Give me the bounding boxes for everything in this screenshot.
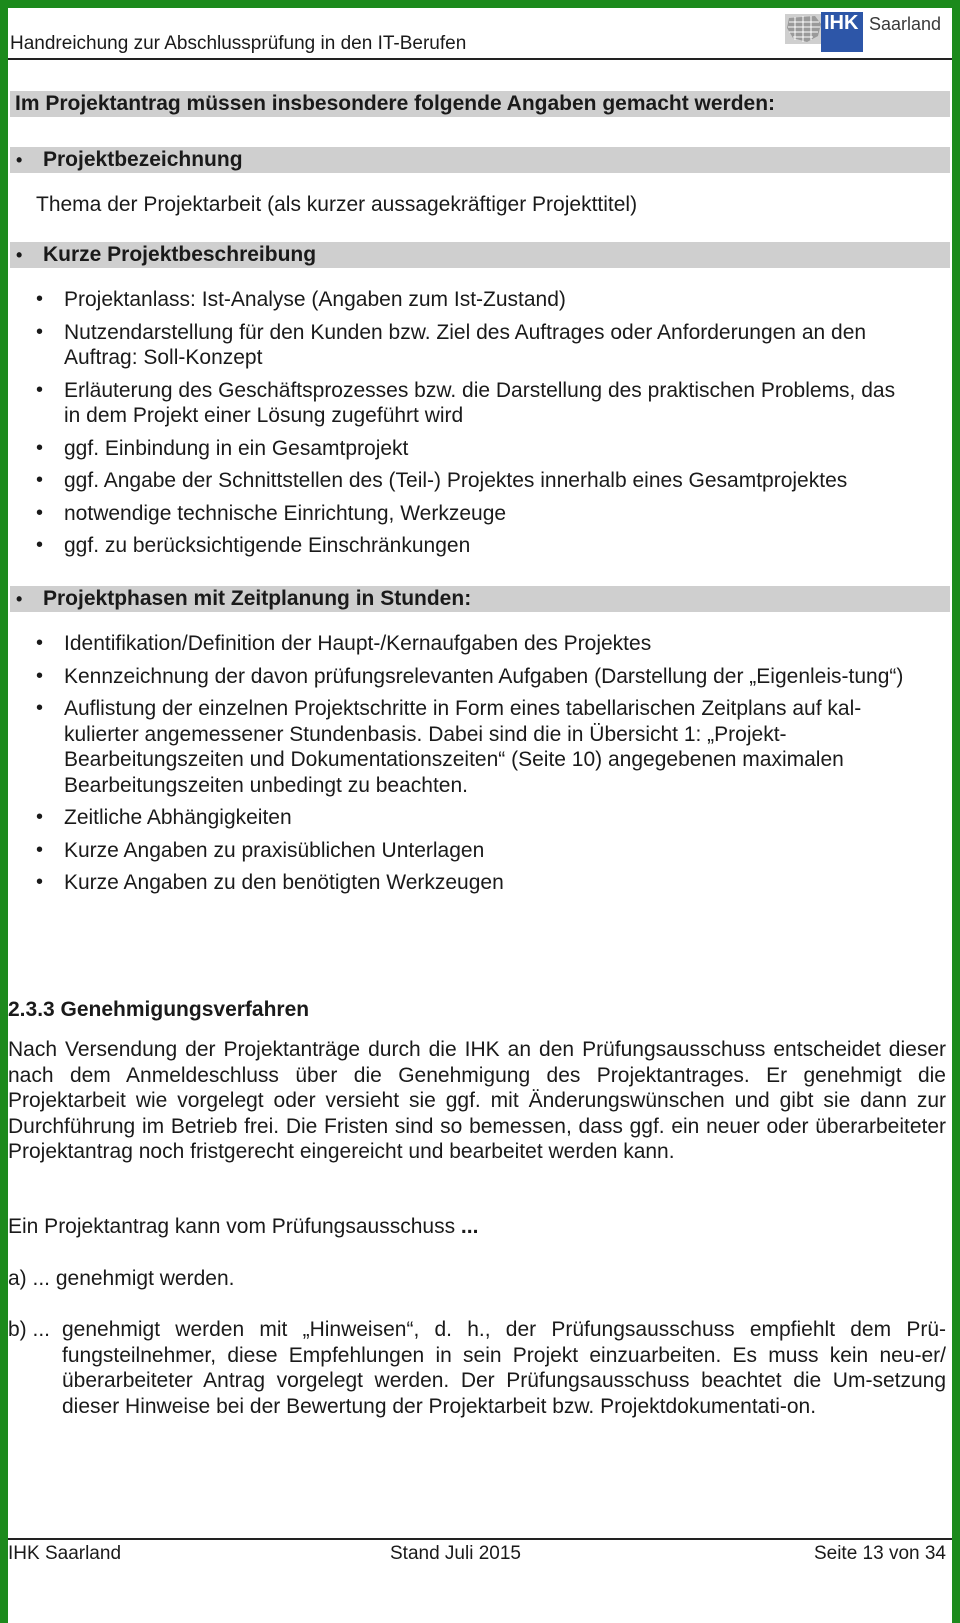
header-divider <box>8 58 952 60</box>
bullet-icon: • <box>16 589 23 609</box>
intro-text: Ein Projektantrag kann vom Prüfungsausschuss <box>8 1215 456 1238</box>
list-item: • Projektanlass: Ist-Analyse (Angaben zum Ist-Zustand) <box>8 287 910 313</box>
projektbeschreibung-list <box>8 287 910 559</box>
document-page <box>8 8 952 1623</box>
list-item: • notwendige technische Einrichtung, Werkzeuge <box>8 501 910 527</box>
list-item: • Auflistung der einzelnen Projektschritte in Form eines tabellarischen Zeitplans auf kal-kulierter angemessener Stundenbasis. Dabei sind die in Übersicht 1: „Projekt-Bearbeitungszeiten und Dokumentationszeiten“ (Seite 10) angegebenen maximalen Bearbeitungszeiten unbedingt zu beachten. <box>8 696 910 798</box>
logo-box: IHK <box>821 12 863 52</box>
main-heading-bar <box>10 91 950 117</box>
intro-ellipsis: ... <box>460 1215 479 1238</box>
projektphasen-list <box>8 631 910 896</box>
section-bar-projektbeschreibung <box>10 242 950 268</box>
list-item: • Kurze Angaben zu praxisüblichen Unterlagen <box>8 838 910 864</box>
bullet-icon: • <box>16 245 23 265</box>
list-item: • ggf. Angabe der Schnittstellen des (Teil-) Projektes innerhalb eines Gesamtprojektes <box>8 468 910 494</box>
item-b-text: genehmigt werden mit „Hinweisen“, d. h., der Prüfungsausschuss empfiehlt dem Prü-fungsteilnehmer, diese Empfehlungen in sein Projekt einzuarbeiten. Es muss kein neu-er/überarbeiteter Antrag vorgelegt werden. Der Prüfungsausschuss beachtet die Um-setzung dieser Hinweise bei der Bewertung der Projektarbeit bzw. Projektdokumentati-on. <box>62 1318 946 1418</box>
section-title: Kurze Projektbeschreibung <box>43 243 317 266</box>
list-item: • Kurze Angaben zu den benötigten Werkzeugen <box>8 870 910 896</box>
footer-center: Stand Juli 2015 <box>390 1543 521 1564</box>
subsection-paragraph: Nach Versendung der Projektanträge durch die IHK an den Prüfungsausschuss entscheidet dieser nach dem Anmeldeschluss über die Genehmigung des Projektantrages. Er genehmigt die Projektarbeit wie vorgelegt oder versieht sie ggf. mit Änderungswünschen und gibt sie dann zur Durchführung im Betrieb frei. Die Fristen sind so bemessen, dass ggf. ein neuer oder überarbeiteter Projektantrag noch fristgerecht eingereicht und bearbeitet werden kann. <box>8 1038 946 1163</box>
item-a: a) ... genehmigt werden. <box>8 1267 235 1290</box>
item-b-marker: b) ... <box>8 1318 51 1341</box>
section-text: Thema der Projektarbeit (als kurzer aussagekräftiger Projekttitel) <box>36 193 638 216</box>
list-item: • Erläuterung des Geschäftsprozesses bzw. die Darstellung des praktischen Problems, das in dem Projekt einer Lösung zugeführt wird <box>8 378 910 429</box>
list-item: • Kennzeichnung der davon prüfungsrelevanten Aufgaben (Darstellung der „Eigenleis-tung“) <box>8 664 910 690</box>
section-bar-projektbezeichnung <box>10 147 950 173</box>
list-item: • Identifikation/Definition der Haupt-/Kernaufgaben des Projektes <box>8 631 910 657</box>
bullet-icon: • <box>16 150 23 170</box>
saarland-map-icon <box>785 14 825 44</box>
section-title: Projektphasen mit Zeitplanung in Stunden: <box>43 587 472 610</box>
list-item: • Zeitliche Abhängigkeiten <box>8 805 910 831</box>
section-title: Projektbezeichnung <box>43 148 243 171</box>
subsection-heading: 2.3.3 Genehmigungsverfahren <box>8 998 310 1021</box>
logo-text: Saarland <box>869 14 942 34</box>
list-item: • ggf. Einbindung in ein Gesamtprojekt <box>8 436 910 462</box>
header-title: Handreichung zur Abschlussprüfung in den IT-Berufen <box>10 33 467 54</box>
main-heading: Im Projektantrag müssen insbesondere folgende Angaben gemacht werden: <box>15 92 776 115</box>
list-item: • ggf. zu berücksichtigende Einschränkungen <box>8 533 910 559</box>
section-bar-projektphasen <box>10 586 950 612</box>
footer-page-number: Seite 13 von 34 <box>813 1543 946 1564</box>
footer-left: IHK Saarland <box>8 1543 122 1564</box>
footer-divider <box>8 1538 952 1540</box>
list-item: • Nutzendarstellung für den Kunden bzw. Ziel des Auftrages oder Anforderungen an den Auftrag: Soll-Konzept <box>8 320 910 371</box>
intro-line <box>8 1214 478 1239</box>
ihk-logo <box>785 12 945 52</box>
